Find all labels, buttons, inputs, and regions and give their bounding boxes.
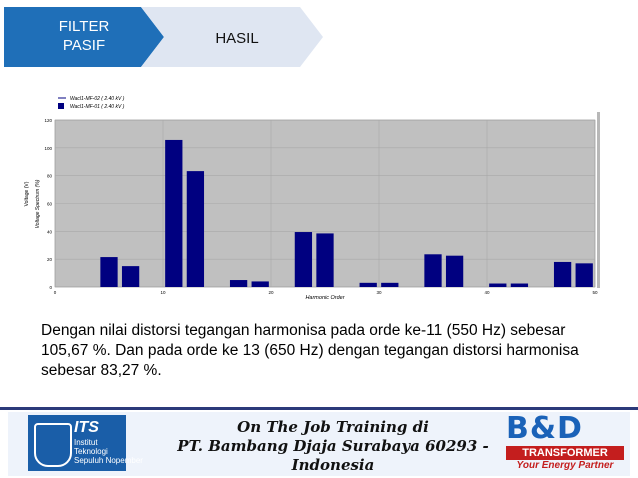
bar-harmonic-23 <box>295 232 312 287</box>
its-seal-icon <box>34 423 72 467</box>
bd-mark: B&D <box>506 411 583 446</box>
its-subtitle: Institut Teknologi Sepuluh Nopember <box>74 438 143 465</box>
x-tick-label: 10 <box>160 290 166 295</box>
bar-harmonic-11 <box>165 140 182 287</box>
x-tick-label: 40 <box>484 290 490 295</box>
footer-divider <box>0 407 638 410</box>
bd-transformer-logo <box>506 411 624 474</box>
x-axis-label: Harmonic Order <box>305 295 345 301</box>
y-tick-label: 120 <box>44 118 52 123</box>
footer-title <box>168 418 498 475</box>
harmonic-spectrum-chart <box>18 86 618 306</box>
step-hasil-label: HASIL <box>215 30 259 47</box>
legend-entry: Wacl1-MF-02 ( 2.40 kV ) <box>70 96 125 102</box>
bd-transformer-label: TRANSFORMER <box>506 446 624 460</box>
legend-entry: Wacl1-MF-01 ( 2.40 kV ) <box>70 104 125 110</box>
step-filter-pasif-line2: PASIF <box>62 37 106 54</box>
bar-harmonic-13 <box>187 171 204 287</box>
bar-harmonic-43 <box>511 284 528 287</box>
result-caption: Dengan nilai distorsi tegangan harmonisa pada orde ke-11 (550 Hz) sebesar 105,67 %. Dan pada orde ke 13 (650 Hz) dengan tegangan distorsi harmonisa sebesar 83,27 %. <box>41 322 579 379</box>
chart-legend <box>58 96 125 110</box>
bar-harmonic-41 <box>489 284 506 287</box>
bar-harmonic-5 <box>100 257 117 287</box>
footer-title-line2: PT. Bambang Djaja Surabaya 60293 - Indonesia <box>177 437 489 474</box>
outer-axis-label: Voltage (V) <box>24 181 30 207</box>
its-logo <box>28 415 143 471</box>
x-tick-label: 0 <box>53 290 57 295</box>
step-navigation <box>0 6 330 68</box>
bar-harmonic-17 <box>230 280 247 287</box>
its-name: ITS <box>74 419 99 436</box>
x-tick-label: 30 <box>376 290 382 295</box>
y-tick-label: 100 <box>44 145 52 151</box>
footer-title-line1: On The Job Training di <box>237 418 429 436</box>
footer-banner <box>8 412 630 476</box>
bar-harmonic-35 <box>424 254 441 287</box>
y-axis-label: Voltage Spectrum (%) <box>35 179 41 229</box>
bar-harmonic-47 <box>554 262 571 287</box>
bar-harmonic-29 <box>360 283 377 287</box>
bar-harmonic-37 <box>446 256 463 287</box>
y-tick-label: 0 <box>49 285 52 290</box>
bar-harmonic-7 <box>122 266 139 287</box>
x-tick-label: 20 <box>268 290 274 295</box>
y-tick-label: 80 <box>46 173 52 179</box>
bar-harmonic-25 <box>316 233 333 287</box>
bar-harmonic-31 <box>381 283 398 287</box>
x-tick-label: 50 <box>592 290 598 295</box>
step-filter-pasif-line1: FILTER <box>58 18 110 35</box>
y-tick-label: 40 <box>46 229 52 235</box>
y-tick-label: 60 <box>46 201 52 207</box>
bar-harmonic-19 <box>252 281 269 287</box>
y-tick-labels <box>44 118 52 290</box>
y-tick-label: 20 <box>46 257 52 263</box>
bd-tagline: Your Energy Partner <box>516 460 614 471</box>
bar-harmonic-49 <box>576 263 593 287</box>
legend-bar-swatch <box>58 103 64 109</box>
chart-scrollbar[interactable] <box>597 112 600 288</box>
